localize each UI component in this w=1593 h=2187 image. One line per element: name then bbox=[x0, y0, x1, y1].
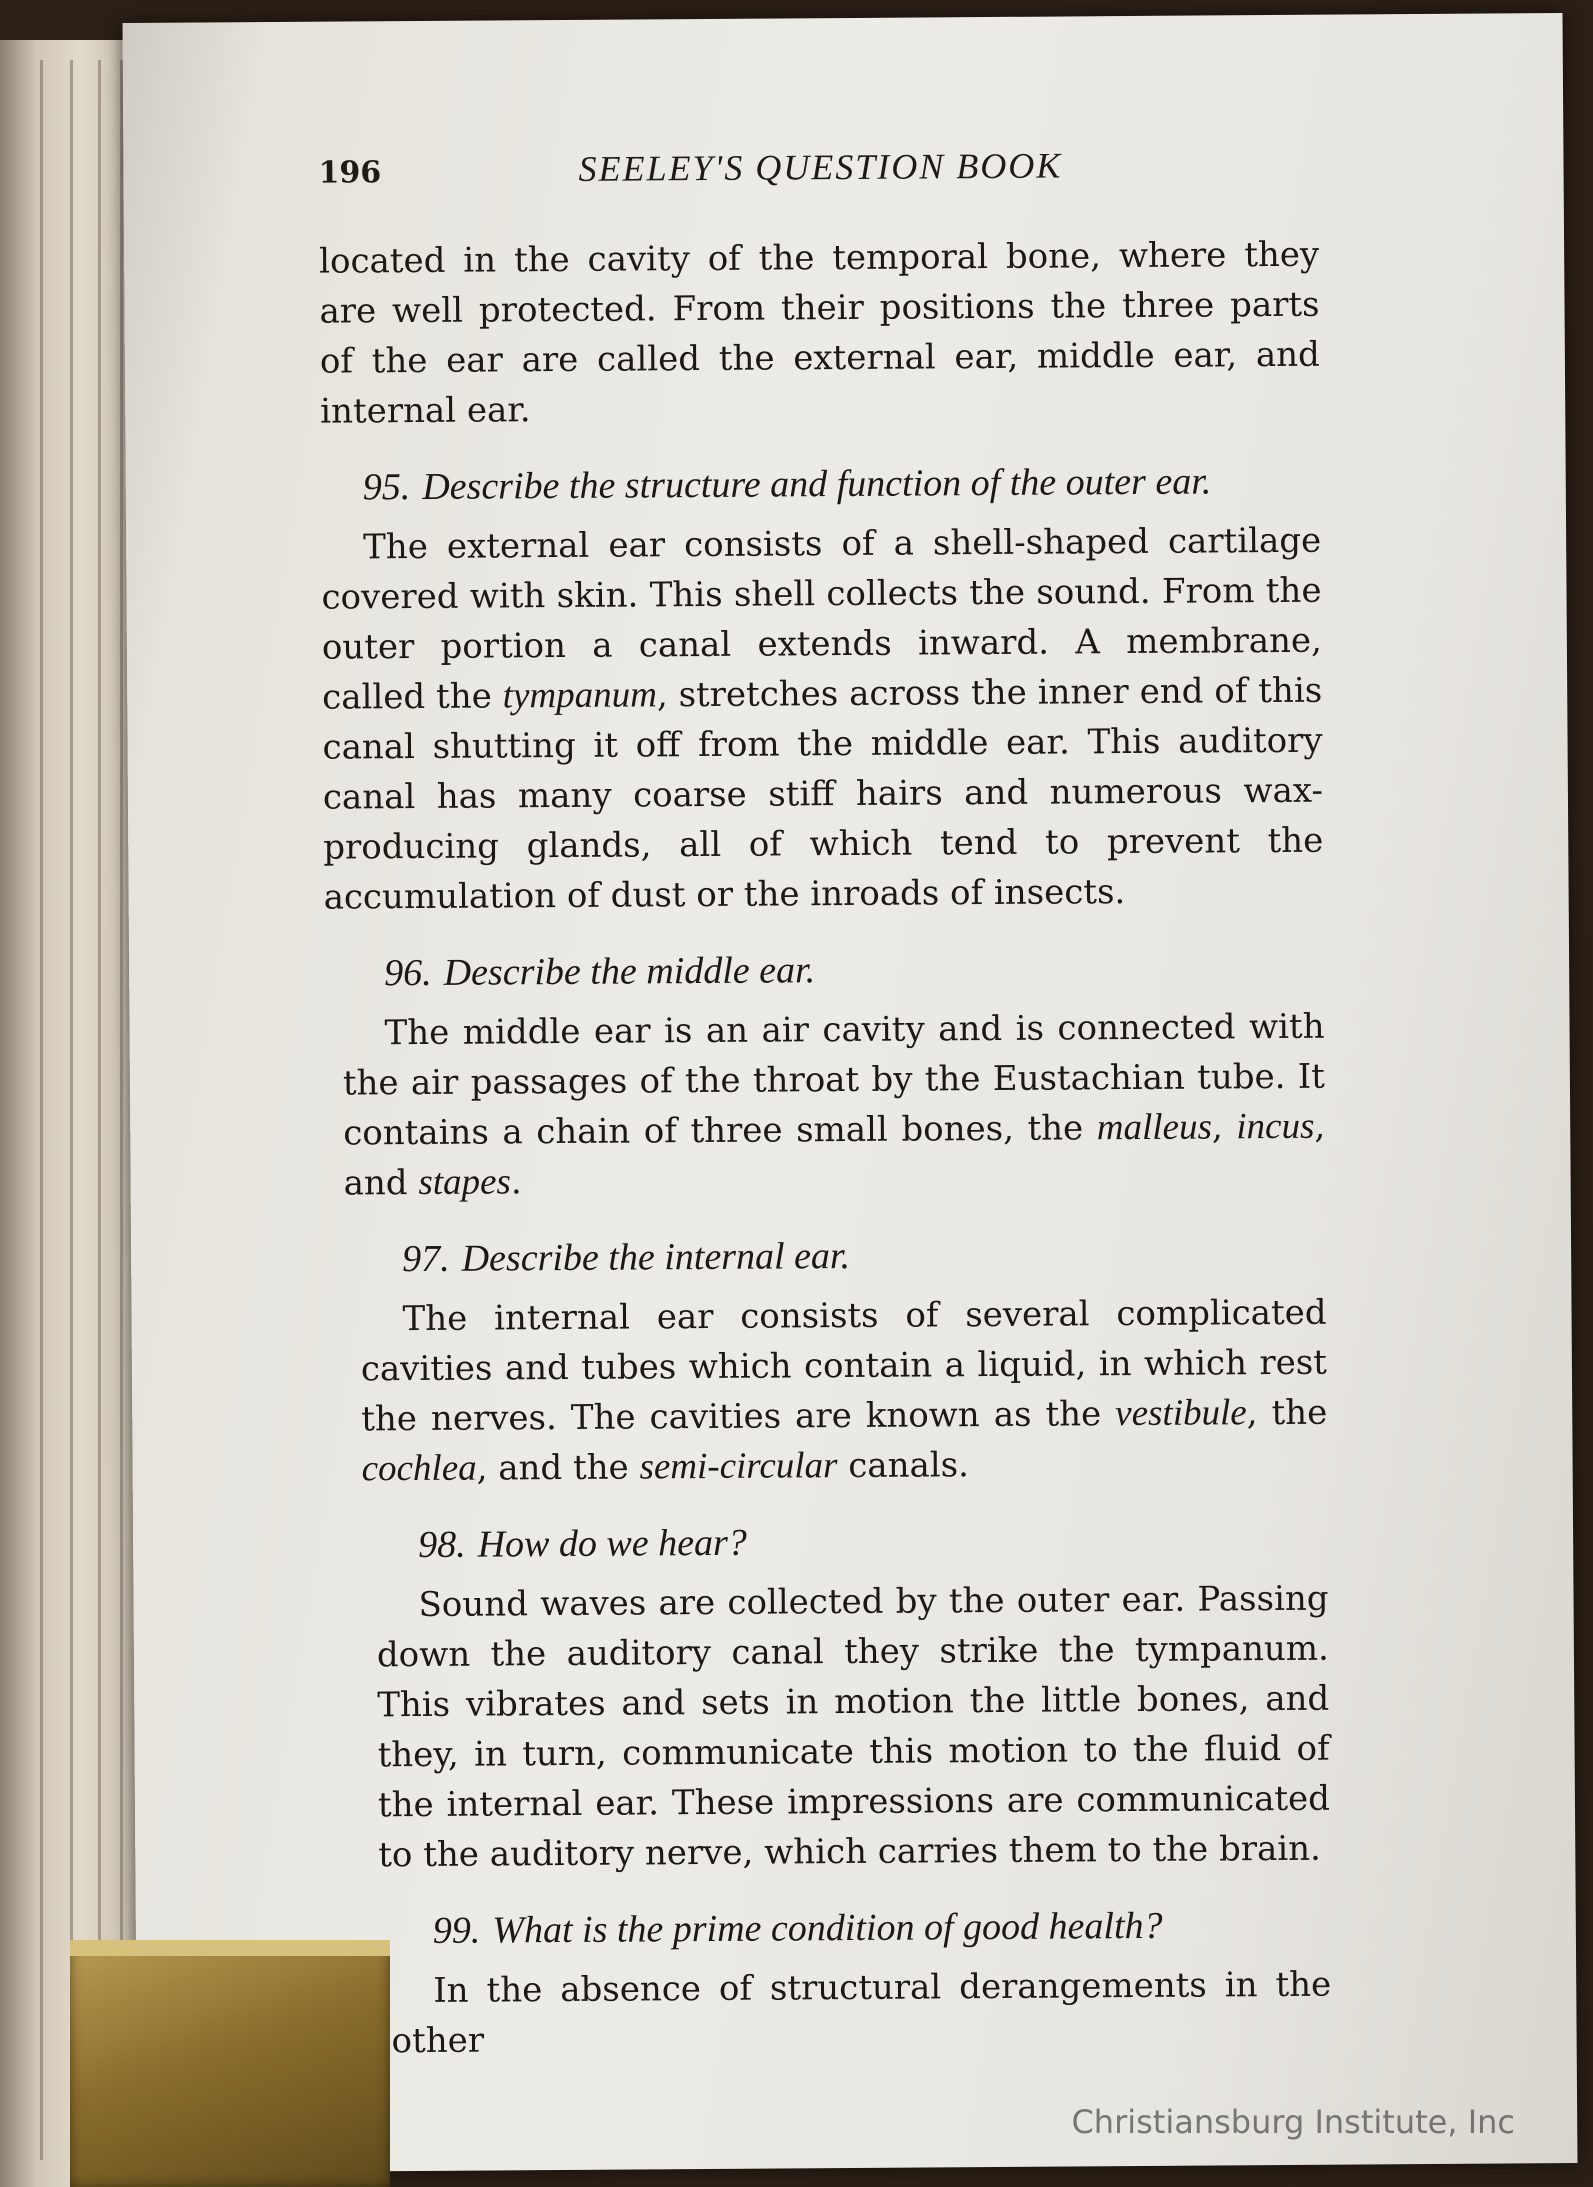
term-cochlea: cochlea bbox=[361, 1447, 477, 1490]
question-text: Describe the middle ear. bbox=[443, 949, 816, 994]
section-97 bbox=[360, 1228, 1328, 1495]
term-tympanum: tympanum bbox=[502, 674, 658, 717]
page-edge-line bbox=[70, 60, 73, 2160]
question-heading bbox=[376, 1514, 1328, 1571]
answer-text: The middle ear is an air cavity and is connected with the air passages of the throat by the Eustachian tube. It contains a chain of three small bones, the bbox=[342, 1006, 1326, 1154]
page-header bbox=[318, 135, 1288, 202]
page-edge-line bbox=[120, 60, 123, 2160]
separator: , and the bbox=[476, 1447, 640, 1489]
question-text: How do we hear? bbox=[477, 1521, 747, 1566]
question-number: 97. bbox=[402, 1237, 450, 1281]
answer-paragraph: In the absence of structural derangements in the other bbox=[391, 1964, 1332, 2062]
section-95 bbox=[321, 456, 1324, 923]
question-number: 99. bbox=[432, 1909, 481, 1952]
question-text: Describe the structure and function of the outer ear. bbox=[422, 460, 1212, 508]
question-text: Describe the internal ear. bbox=[461, 1235, 851, 1280]
answer-paragraph bbox=[342, 1002, 1325, 1209]
answer-text: . bbox=[510, 1162, 522, 1203]
answer-text: The internal ear consists of several complicated cavities and tubes which contain a liquid, in which rest the nerves. The cavities are known as the bbox=[360, 1292, 1328, 1440]
question-heading bbox=[360, 1228, 1326, 1285]
separator: , bbox=[1211, 1107, 1237, 1148]
question-text: What is the prime condition of good health? bbox=[492, 1904, 1163, 1952]
page-edge-line bbox=[40, 60, 43, 2160]
question-heading bbox=[342, 942, 1324, 999]
section-96 bbox=[342, 942, 1326, 1209]
page-edge-line bbox=[98, 60, 101, 2160]
page-number: 196 bbox=[318, 155, 382, 191]
gold-book-clip bbox=[70, 1945, 390, 2187]
question-number: 96. bbox=[384, 951, 432, 995]
answer-paragraph bbox=[321, 516, 1324, 923]
question-heading bbox=[321, 456, 1321, 513]
watermark: Christiansburg Institute, Inc bbox=[1071, 2103, 1515, 2141]
term-semi-circular: semi-circular bbox=[639, 1445, 838, 1488]
separator: , and bbox=[343, 1106, 1326, 1204]
term-vestibule: vestibule bbox=[1115, 1392, 1247, 1435]
answer-paragraph bbox=[360, 1288, 1327, 1495]
answer-text: , stretches across the inner end of this canal shutting it off from the middle ear. This auditory canal has many coarse stiff hairs and numerous wax-producing glands, all of which tend to prevent the accumulation of dust or the inroads of insects. bbox=[322, 670, 1324, 918]
question-heading bbox=[391, 1900, 1331, 1957]
page-content bbox=[319, 230, 1332, 2067]
section-99 bbox=[391, 1900, 1332, 2067]
gold-book-clip-top bbox=[70, 1940, 390, 1956]
running-title: SEELEY'S QUESTION BOOK bbox=[578, 145, 1063, 189]
answer-paragraph: Sound waves are collected by the outer ear. Passing down the auditory canal they strike the tympanum. This vibrates and sets in motion the little bones, and they, in turn, communicate this motion to the fluid of the internal ear. These impressions are communicated to the auditory nerve, which carries them to the brain. bbox=[376, 1578, 1331, 1876]
question-number: 95. bbox=[362, 466, 411, 509]
section-98 bbox=[376, 1514, 1330, 1881]
term-stapes: stapes bbox=[418, 1161, 512, 1204]
answer-text: The external ear consists of a shell-shaped cartilage covered with skin. This shell collects the sound. From the outer portion a canal extends inward. A membrane, called the bbox=[321, 520, 1322, 718]
intro-paragraph: located in the cavity of the temporal bone, where they are well protected. From their positions the three parts of the ear are called the external ear, middle ear, and internal ear. bbox=[319, 234, 1320, 432]
separator: , the bbox=[1246, 1392, 1328, 1434]
term-malleus: malleus bbox=[1096, 1106, 1213, 1149]
term-incus: incus bbox=[1236, 1105, 1315, 1148]
answer-text: canals. bbox=[837, 1445, 970, 1487]
book-page bbox=[123, 13, 1578, 2173]
question-number: 98. bbox=[417, 1523, 466, 1567]
